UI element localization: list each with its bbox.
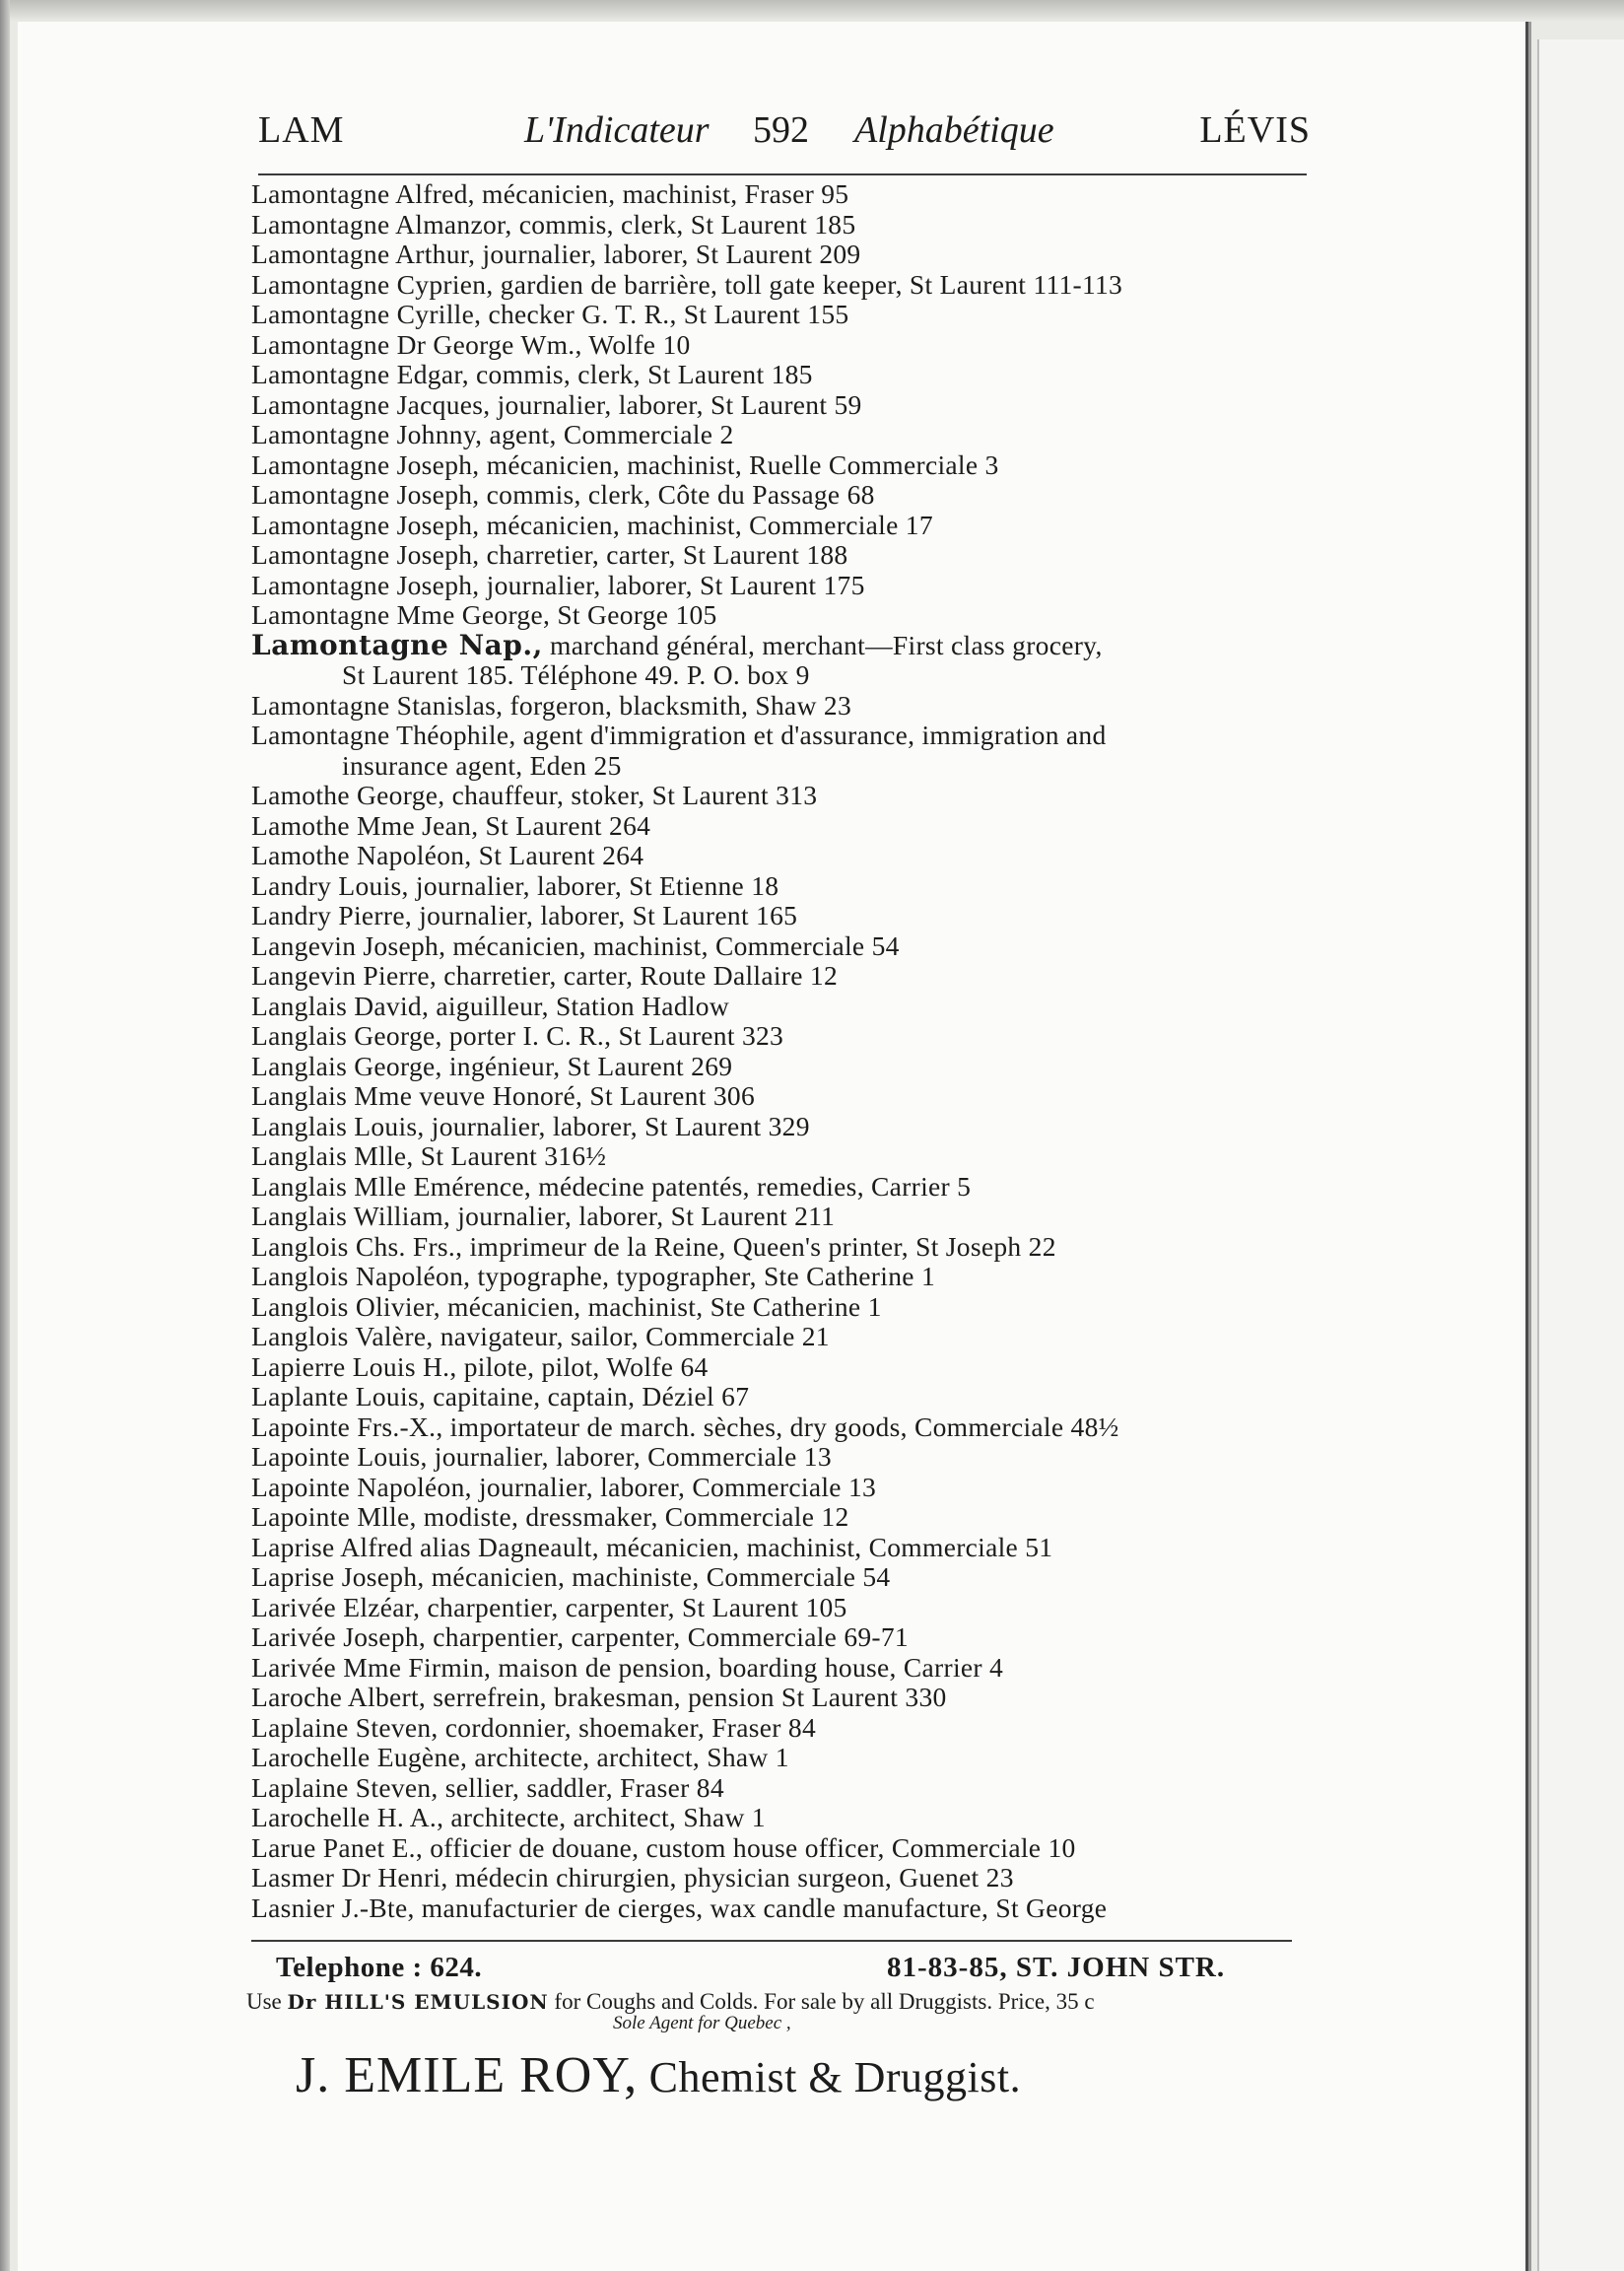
directory-entry (251, 1202, 1325, 1232)
entry-details: Mlle Emérence, médecine patentés, remedies, Carrier 5 (347, 1170, 972, 1202)
directory-entry (251, 1232, 1325, 1263)
directory-entry (251, 1502, 1325, 1533)
entry-surname: Laplaine (251, 1711, 349, 1743)
entry-surname: Larivée (251, 1591, 337, 1622)
header-left-keyword: LAM (258, 109, 345, 151)
directory-entry (251, 811, 1325, 842)
directory-entry (251, 1172, 1325, 1203)
entry-details: Joseph, charpentier, carpenter, Commerciale 69-71 (336, 1621, 909, 1652)
entry-details: marchand général, merchant—First class grocery, (542, 629, 1103, 660)
directory-entry (251, 1081, 1325, 1112)
entry-details: Olivier, mécanicien, machinist, Ste Catherine 1 (348, 1290, 882, 1322)
entry-surname: Lasnier (251, 1892, 335, 1923)
entry-details: Dr George Wm., Wolfe 10 (389, 328, 691, 360)
entry-details: Frs.-X., importateur de march. sèches, dry goods, Commerciale 48½ (350, 1411, 1119, 1442)
ad-telephone: Telephone : 624. (276, 1952, 483, 1983)
entry-details: Joseph, mécanicien, machinist, Commerciale 54 (356, 929, 900, 961)
entry-details: Arthur, journalier, laborer, St Laurent 209 (389, 239, 861, 269)
entry-surname: Lamontagne (251, 178, 390, 209)
entry-details: Napoléon, typographe, typographer, Ste Catherine 1 (348, 1261, 935, 1291)
entry-surname: Lamontagne (251, 328, 390, 360)
entry-surname: Lamontagne (251, 509, 390, 540)
entry-surname: Langevin (251, 929, 357, 961)
directory-entry (251, 931, 1325, 962)
entry-surname: Lapierre (251, 1350, 346, 1382)
directory-entry (251, 1863, 1325, 1893)
entry-details: Mlle, St Laurent 316½ (347, 1140, 607, 1171)
entry-continuation: St Laurent 185. Téléphone 49. P. O. box 9 (342, 659, 810, 690)
entry-surname: Langlais (251, 1020, 348, 1051)
directory-entries (251, 179, 1325, 1923)
entry-details: Mme Jean, St Laurent 264 (349, 809, 651, 841)
adjacent-page-edge (1537, 39, 1624, 2271)
directory-entry (251, 1052, 1325, 1082)
entry-details: Dr Henri, médecin chirurgien, physician surgeon, Guenet 23 (334, 1862, 1014, 1892)
entry-surname: Langevin (251, 960, 357, 991)
directory-entry (251, 1262, 1325, 1292)
ad-company: J. EMILE ROY, (296, 2047, 639, 2103)
entry-surname: Lamontagne (251, 388, 390, 420)
entry-surname: Langlois (251, 1230, 349, 1262)
entry-details: Chs. Frs., imprimeur de la Reine, Queen's printer, St Joseph 22 (348, 1230, 1056, 1262)
entry-surname: Laplaine (251, 1771, 349, 1803)
directory-entry (251, 901, 1325, 931)
entry-details: William, journalier, laborer, St Laurent 211 (347, 1201, 836, 1231)
directory-entry (251, 1412, 1325, 1443)
directory-entry (251, 270, 1325, 301)
entry-surname: Langlois (251, 1290, 349, 1322)
entry-surname: Lamontagne Nap., (251, 628, 543, 661)
entry-details: Louis, journalier, laborer, Commerciale 13 (350, 1441, 832, 1472)
directory-entry (251, 1833, 1325, 1864)
directory-entry (251, 1292, 1325, 1323)
entry-details: Steven, cordonnier, shoemaker, Fraser 84 (348, 1711, 817, 1743)
directory-entry (251, 961, 1325, 992)
entry-surname: Lamothe (251, 780, 350, 810)
entry-details: Mme George, St George 105 (389, 599, 717, 630)
entry-surname: Lamontagne (251, 689, 390, 721)
directory-entry (251, 721, 1325, 751)
entry-details: Napoléon, St Laurent 264 (349, 840, 644, 870)
directory-entry (251, 1773, 1325, 1804)
entry-surname: Lamontagne (251, 268, 390, 300)
directory-entry (251, 1893, 1325, 1924)
entry-details: Panet E., officier de douane, custom house officer, Commerciale 10 (315, 1831, 1076, 1863)
directory-entry (251, 210, 1325, 241)
entry-surname: Larivée (251, 1621, 337, 1652)
scan-top-edge (0, 0, 1624, 22)
ad-agent: Sole Agent for Quebec , (613, 2013, 791, 2033)
directory-entry (251, 360, 1325, 390)
entry-details: George, ingénieur, St Laurent 269 (347, 1050, 733, 1081)
entry-details: Johnny, agent, Commerciale 2 (389, 419, 734, 449)
directory-entry (251, 1653, 1325, 1684)
entry-details: Louis H., pilote, pilot, Wolfe 64 (345, 1350, 709, 1382)
entry-surname: Lasmer (251, 1862, 335, 1892)
entry-details: Jacques, journalier, laborer, St Laurent 59 (389, 388, 862, 420)
directory-entry (251, 1112, 1325, 1142)
entry-details: Cyrille, checker G. T. R., St Laurent 155 (389, 299, 849, 329)
entry-details: Valère, navigateur, sailor, Commerciale 21 (348, 1321, 830, 1351)
entry-details: Napoléon, journalier, laborer, Commerciale 13 (350, 1471, 877, 1502)
entry-surname: Laplante (251, 1381, 349, 1411)
entry-details: Joseph, journalier, laborer, St Laurent 175 (389, 569, 865, 600)
ad-tagline: for Coughs and Colds. For sale by all Druggists. Price, 35 c (548, 1989, 1095, 2014)
entry-details: George, chauffeur, stoker, St Laurent 313 (349, 780, 818, 810)
entry-surname: Laprise (251, 1531, 335, 1562)
entry-details: Mme veuve Honoré, St Laurent 306 (347, 1080, 755, 1111)
ad-company-line (246, 2046, 1311, 2104)
directory-entry (251, 240, 1325, 270)
directory-entry (251, 1442, 1325, 1473)
directory-entry (251, 480, 1325, 511)
directory-entry (251, 628, 1325, 661)
entry-surname: Lamontagne (251, 299, 390, 329)
directory-entry (251, 600, 1325, 631)
entry-surname: Lamontagne (251, 479, 390, 510)
entry-details: Cyprien, gardien de barrière, toll gate keeper, St Laurent 111-113 (389, 268, 1123, 300)
directory-entry (251, 1382, 1325, 1412)
footer-rule (251, 1940, 1292, 1942)
ad-brand: Dr HILL'S EMULSION (287, 1990, 549, 2014)
entry-surname: Lapointe (251, 1411, 351, 1442)
entry-details: Joseph, mécanicien, machinist, Ruelle Commerciale 3 (389, 448, 999, 480)
entry-details: Louis, capitaine, captain, Déziel 67 (348, 1381, 750, 1411)
entry-details: Joseph, charretier, carter, St Laurent 188 (389, 539, 848, 570)
entry-details: Elzéar, charpentier, carpenter, St Laurent 105 (336, 1591, 847, 1622)
directory-entry (251, 1021, 1325, 1052)
directory-entry (251, 179, 1325, 210)
advertisement-footer (246, 1950, 1311, 2104)
page-header (258, 108, 1311, 158)
entry-details: Pierre, charretier, carter, Route Dallaire 12 (356, 960, 839, 991)
directory-entry (251, 1473, 1325, 1503)
directory-entry (251, 450, 1325, 481)
entry-details: Joseph, mécanicien, machiniste, Commerciale 54 (334, 1561, 891, 1592)
ad-address: 81-83-85, ST. JOHN STR. (887, 1952, 1226, 1983)
directory-entry (251, 1322, 1325, 1352)
ad-profession: Chemist & Druggist. (638, 2053, 1022, 2101)
entry-details: Théophile, agent d'immigration et d'assurance, immigration and (389, 720, 1107, 750)
header-subtitle: Alphabétique (854, 109, 1054, 151)
entry-details: Pierre, journalier, laborer, St Laurent 165 (331, 900, 798, 930)
directory-entry (251, 1533, 1325, 1563)
entry-details: Albert, serrefrein, brakesman, pension St Laurent 330 (342, 1682, 947, 1712)
entry-details: Edgar, commis, clerk, St Laurent 185 (389, 359, 813, 389)
directory-entry (251, 1713, 1325, 1744)
entry-surname: Larue (251, 1831, 316, 1863)
entry-details: David, aiguilleur, Station Hadlow (347, 990, 730, 1021)
entry-surname: Langlais (251, 990, 348, 1021)
directory-entry (251, 871, 1325, 902)
entry-surname: Lapointe (251, 1501, 351, 1532)
entry-surname: Lamothe (251, 840, 350, 870)
ad-contact-line (246, 1950, 1311, 1989)
directory-entry (251, 691, 1325, 722)
entry-surname: Lamontagne (251, 448, 390, 480)
header-rule (258, 173, 1307, 175)
directory-entry (251, 300, 1325, 330)
entry-surname: Langlais (251, 1140, 348, 1171)
entry-surname: Lamontagne (251, 419, 390, 449)
entry-surname: Langlais (251, 1170, 348, 1202)
scan-left-edge (0, 0, 10, 2271)
entry-surname: Langlois (251, 1261, 349, 1291)
directory-entry (251, 1141, 1325, 1172)
directory-entry (251, 781, 1325, 811)
entry-surname: Landry (251, 900, 332, 930)
entry-surname: Langlais (251, 1110, 348, 1141)
entry-details: Mme Firmin, maison de pension, boarding house, Carrier 4 (336, 1651, 1004, 1683)
entry-surname: Laroche (251, 1682, 343, 1712)
header-title: L'Indicateur (524, 109, 710, 151)
entry-details: Joseph, commis, clerk, Côte du Passage 68 (389, 479, 875, 510)
entry-details: Joseph, mécanicien, machinist, Commerciale 17 (389, 509, 933, 540)
entry-surname: Lapointe (251, 1441, 351, 1472)
entry-surname: Larochelle (251, 1742, 371, 1772)
entry-details: Mlle, modiste, dressmaker, Commerciale 12 (350, 1501, 849, 1532)
directory-entry (251, 390, 1325, 421)
entry-surname: Lamontagne (251, 539, 390, 570)
entry-continuation: insurance agent, Eden 25 (342, 749, 622, 781)
entry-surname: Larochelle (251, 1802, 371, 1832)
entry-details: George, porter I. C. R., St Laurent 323 (347, 1020, 784, 1051)
entry-surname: Lamontagne (251, 359, 390, 389)
entry-details: Alfred, mécanicien, machinist, Fraser 95 (389, 178, 849, 209)
directory-entry (251, 540, 1325, 571)
entry-surname: Langlais (251, 1080, 348, 1111)
entry-surname: Langlais (251, 1050, 348, 1081)
entry-surname: Langlois (251, 1321, 349, 1351)
directory-entry (251, 1803, 1325, 1833)
page-number: 592 (753, 109, 809, 151)
entry-surname: Lamontagne (251, 208, 390, 240)
entry-details: H. A., architecte, architect, Shaw 1 (370, 1802, 766, 1832)
entry-details: Almanzor, commis, clerk, St Laurent 185 (389, 208, 856, 240)
entry-details: Stanislas, forgeron, blacksmith, Shaw 23 (389, 689, 852, 721)
entry-surname: Lamontagne (251, 599, 390, 630)
entry-surname: Lamontagne (251, 569, 390, 600)
directory-entry (251, 330, 1325, 361)
directory-entry (251, 992, 1325, 1022)
entry-details: Alfred alias Dagneault, mécanicien, machinist, Commerciale 51 (334, 1531, 1053, 1562)
directory-entry (251, 1593, 1325, 1623)
entry-surname: Lamontagne (251, 239, 390, 269)
entry-details: Steven, sellier, saddler, Fraser 84 (348, 1771, 724, 1803)
entry-details: J.-Bte, manufacturier de cierges, wax candle manufacture, St George (334, 1892, 1108, 1923)
directory-entry (251, 1743, 1325, 1773)
entry-surname: Lapointe (251, 1471, 351, 1502)
entry-surname: Lamontagne (251, 720, 390, 750)
directory-entry (251, 1562, 1325, 1593)
directory-entry (251, 841, 1325, 871)
entry-surname: Langlais (251, 1201, 348, 1231)
directory-entry (251, 1352, 1325, 1383)
header-right-keyword: LÉVIS (1199, 109, 1311, 151)
directory-entry (251, 420, 1325, 450)
entry-details: Louis, journalier, laborer, St Laurent 329 (347, 1110, 810, 1141)
entry-surname: Landry (251, 869, 332, 901)
directory-entry (251, 511, 1325, 541)
entry-details: Eugène, architecte, architect, Shaw 1 (370, 1742, 789, 1772)
directory-entry (251, 1683, 1325, 1713)
entry-details: Louis, journalier, laborer, St Etienne 18 (331, 869, 779, 901)
directory-entry (251, 571, 1325, 601)
directory-entry (251, 1622, 1325, 1653)
entry-surname: Larivée (251, 1651, 337, 1683)
entry-surname: Laprise (251, 1561, 335, 1592)
ad-use-word: Use (246, 1989, 288, 2014)
entry-surname: Lamothe (251, 809, 350, 841)
